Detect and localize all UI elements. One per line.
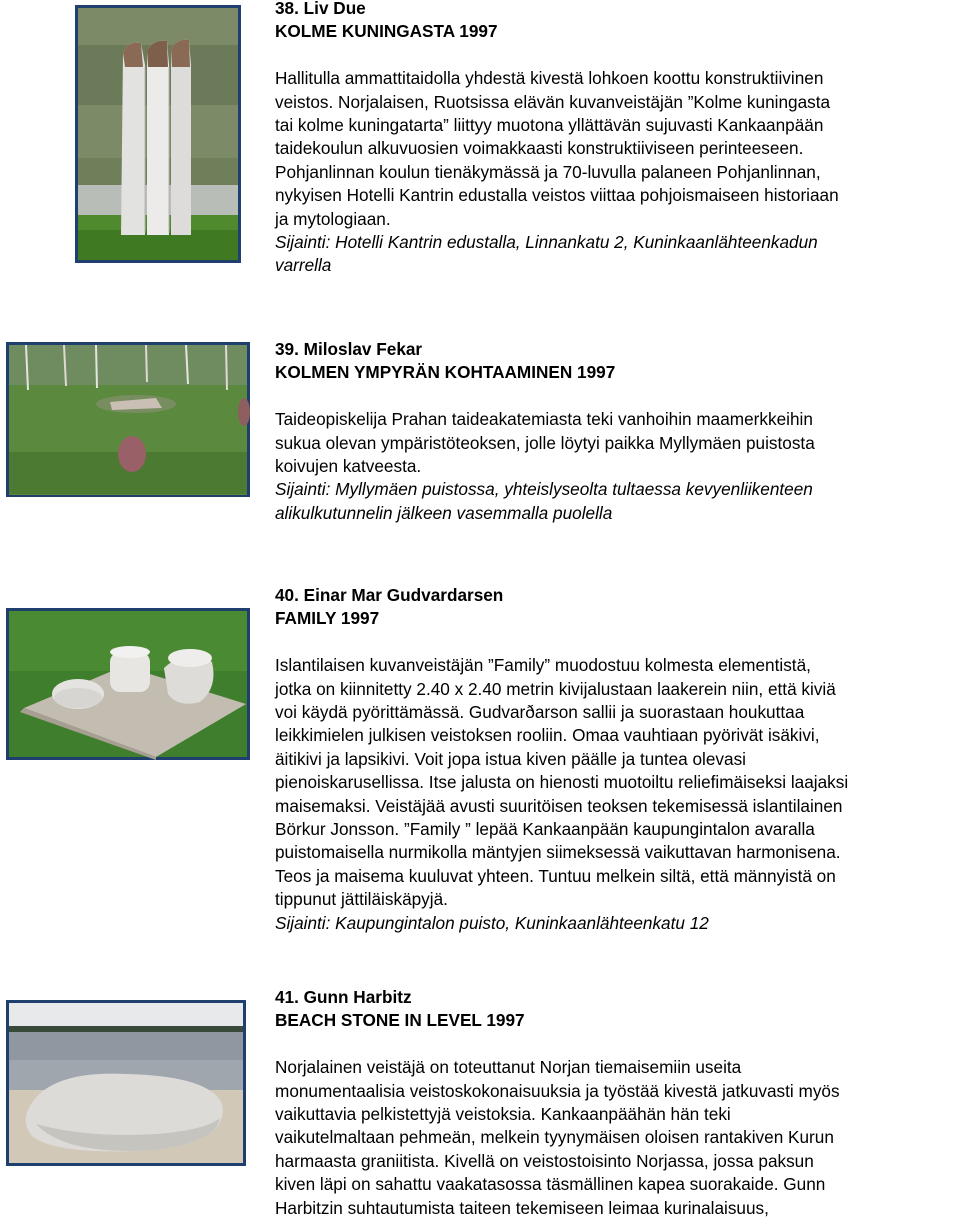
body-line: Hallitulla ammattitaidolla yhdestä kivestä lohkoen koottu konstruktiivinen: [275, 68, 824, 89]
photo-kolme-kuningasta: [75, 5, 241, 263]
entry-39: [275, 338, 960, 525]
body-line: leikkimielen julkisen veistoksen rooliin. Omaa vauhtiaan pyörivät isäkivi,: [275, 725, 820, 746]
body-line: kiven läpi on sahattu vaakatasossa täsmällinen kapea suorakaide. Gunn: [275, 1174, 826, 1195]
body-line: Pohjanlinnan koulun tienäkymässä ja 70-luvulla palaneen Pohjanlinnan,: [275, 161, 821, 182]
location-line: Sijainti: Hotelli Kantrin edustalla, Linnankatu 2, Kuninkaanlähteenkadun: [275, 232, 818, 253]
body-line: monumentaalisia veistoskokonaisuuksia ja työstää kivestä jatkuvasti myös: [275, 1080, 840, 1101]
entry-title: FAMILY 1997: [275, 608, 380, 629]
body-line: Islantilaisen kuvanveistäjän ”Family” muodostuu kolmesta elementistä,: [275, 655, 811, 676]
body-line: harmaasta graniitista. Kivellä on veistostoisinto Norjassa, jossa paksun: [275, 1150, 814, 1171]
body-line: jotka on kiinnitetty 2.40 x 2.40 metrin kivijalustaan laakerein niin, että kiviä: [275, 678, 836, 699]
photo-beach-stone-in-level: [6, 1000, 246, 1166]
location-line: alikulkutunnelin jälkeen vasemmalla puolella: [275, 502, 613, 523]
body-line: koivujen katveesta.: [275, 456, 422, 477]
photo-kolmen-ympyran-kohtaaminen: [6, 342, 250, 497]
entry-38: [275, 0, 960, 278]
body-line: Harbitzin suhtautumista taiteen tekemiseen leimaa kurinalaisuus,: [275, 1197, 769, 1218]
entry-title: KOLME KUNINGASTA 1997: [275, 21, 498, 42]
photo-family: [6, 608, 250, 760]
entry-heading: 41. Gunn Harbitz: [275, 987, 412, 1007]
body-line: Norjalainen veistäjä on toteuttanut Norjan tiemaisemiin useita: [275, 1057, 742, 1078]
body-line: vaikuttavia pelkistettyjä veistoksia. Kankaanpäähän hän teki: [275, 1104, 731, 1125]
entry-40: [275, 584, 960, 935]
location-line: varrella: [275, 255, 332, 276]
location-line: Sijainti: Kaupungintalon puisto, Kuninkaanlähteenkatu 12: [275, 912, 709, 933]
body-line: puistomaisella nurmikolla mäntyjen siimeksessä vaikuttavan harmonisena.: [275, 842, 841, 863]
body-line: ja mytologiaan.: [275, 208, 391, 229]
body-line: Teos ja maisema kuuluvat yhteen. Tuntuu melkein siltä, että männyistä on: [275, 865, 836, 886]
entry-heading: 39. Miloslav Fekar: [275, 339, 423, 359]
body-line: tai kolme kuningatarta” liittyy muotona yllättävän sujuvasti Kankaanpään: [275, 115, 824, 136]
entry-heading: 38. Liv Due: [275, 0, 366, 18]
body-line: pienoiskarusellissa. Itse jalusta on hienosti muotoiltu reliefimäiseksi laajaksi: [275, 772, 849, 793]
body-line: vaikutelmaltaan pehmeän, melkein tyynymäisen oloisen rantakiven Kurun: [275, 1127, 834, 1148]
body-line: äitikivi ja lapsikivi. Voit jopa istua kiven päälle ja tuntea olevasi: [275, 748, 747, 769]
body-line: nykyisen Hotelli Kantrin edustalla veistos viittaa pohjoismaiseen historiaan: [275, 185, 839, 206]
location-line: Sijainti: Myllymäen puistossa, yhteislyseolta tultaessa kevyenliikenteen: [275, 479, 813, 500]
entry-heading: 40. Einar Mar Gudvardarsen: [275, 585, 504, 605]
body-line: taidekoulun alkuvuosien voimakkaasti konstruktiiviseen perinteeseen.: [275, 138, 804, 159]
body-line: Börkur Jonsson. ”Family ” lepää Kankaanpään kaupungintalon avaralla: [275, 819, 815, 840]
body-line: Taideopiskelija Prahan taideakatemiasta teki vanhoihin maamerkkeihin: [275, 409, 813, 430]
body-line: veistos. Norjalaisen, Ruotsissa elävän kuvanveistäjän ”Kolme kuningasta: [275, 91, 831, 112]
body-line: tippunut jättiläiskäpyjä.: [275, 889, 448, 910]
entry-title: BEACH STONE IN LEVEL 1997: [275, 1010, 525, 1031]
body-line: sukua olevan ympäristöteoksen, jolle löytyi paikka Myllymäen puistosta: [275, 432, 815, 453]
entry-41: [275, 986, 960, 1220]
body-line: voi käydä pyörittämässä. Gudvarðarson sallii ja suorastaan houkuttaa: [275, 702, 805, 723]
entry-title: KOLMEN YMPYRÄN KOHTAAMINEN 1997: [275, 362, 616, 383]
body-line: maisemaksi. Veistäjää avusti suuritöisen teoksen tekemisessä islantilainen: [275, 795, 843, 816]
